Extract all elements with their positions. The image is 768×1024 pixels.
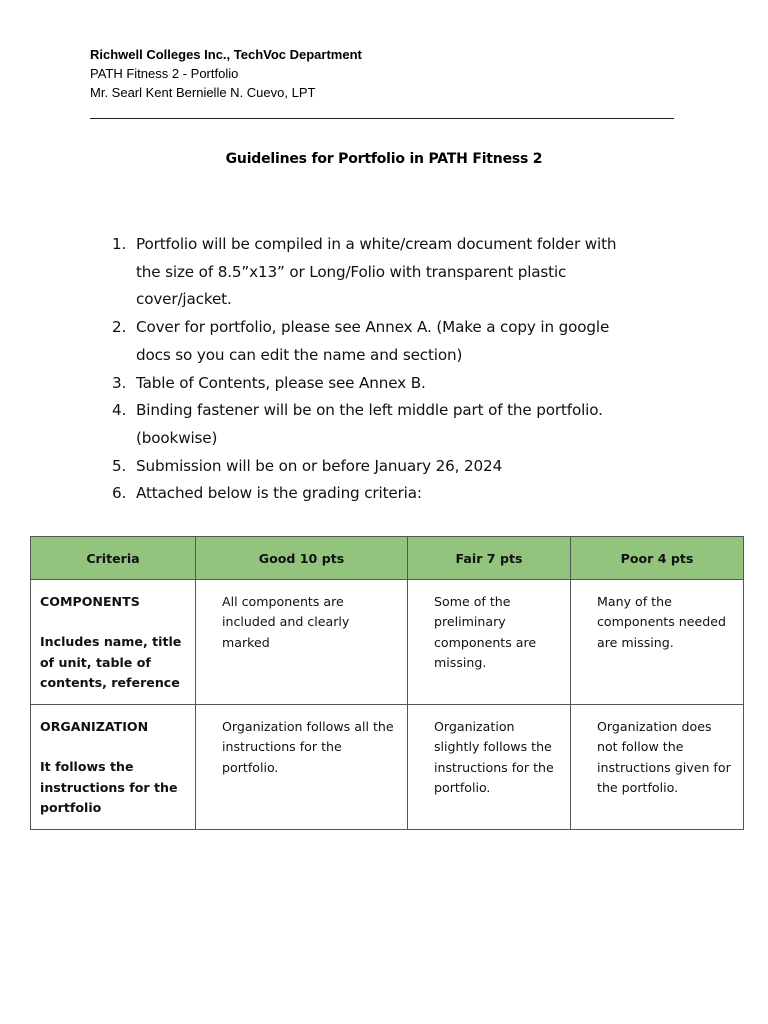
column-header-poor: Poor 4 pts xyxy=(571,537,744,580)
column-header-criteria: Criteria xyxy=(31,537,196,580)
guideline-line: (bookwise) xyxy=(136,428,218,447)
guideline-number: 5. xyxy=(112,456,127,475)
course-name: PATH Fitness 2 - Portfolio xyxy=(90,66,239,81)
guideline-item xyxy=(112,397,672,452)
criteria-cell xyxy=(31,580,196,705)
fair-cell: Some of the preliminary components are missing. xyxy=(408,580,571,705)
guideline-line: Cover for portfolio, please see Annex A. (Make a copy in google xyxy=(136,318,610,337)
criteria-description: Includes name, title of unit, table of contents, reference xyxy=(40,634,182,691)
criteria-title: COMPONENTS xyxy=(40,594,140,609)
fair-cell: Organization slightly follows the instructions for the portfolio. xyxy=(408,705,571,830)
guideline-line: Binding fastener will be on the left middle part of the portfolio. xyxy=(136,401,603,420)
page-title: Guidelines for Portfolio in PATH Fitness 2 xyxy=(225,151,543,167)
guideline-line: the size of 8.5”x13” or Long/Folio with transparent plastic xyxy=(136,262,567,281)
good-cell: Organization follows all the instructions for the portfolio. xyxy=(196,705,408,830)
guidelines-list xyxy=(112,231,672,508)
column-header-good: Good 10 pts xyxy=(196,537,408,580)
institution-name: Richwell Colleges Inc., TechVoc Department xyxy=(90,47,362,62)
guideline-line: Table of Contents, please see Annex B. xyxy=(136,373,426,392)
guideline-number: 3. xyxy=(112,373,127,392)
table-row xyxy=(31,705,744,830)
criteria-cell xyxy=(31,705,196,830)
poor-cell: Organization does not follow the instructions given for the portfolio. xyxy=(571,705,744,830)
guideline-item xyxy=(112,370,672,398)
table-row xyxy=(31,580,744,705)
guideline-number: 2. xyxy=(112,318,127,337)
grading-criteria-table xyxy=(30,536,744,830)
guideline-item xyxy=(112,231,672,314)
header-divider xyxy=(90,118,674,119)
guideline-item xyxy=(112,480,672,508)
guideline-number: 6. xyxy=(112,484,127,503)
guideline-line: cover/jacket. xyxy=(136,290,232,309)
guideline-item xyxy=(112,453,672,481)
guideline-number: 1. xyxy=(112,235,127,253)
guideline-line: Attached below is the grading criteria: xyxy=(136,484,422,503)
guideline-item xyxy=(112,314,672,369)
poor-cell: Many of the components needed are missing. xyxy=(571,580,744,705)
column-header-fair: Fair 7 pts xyxy=(408,537,571,580)
guideline-number: 4. xyxy=(112,401,127,420)
criteria-title: ORGANIZATION xyxy=(40,719,149,734)
instructor-name: Mr. Searl Kent Bernielle N. Cuevo, LPT xyxy=(90,85,316,100)
good-cell: All components are included and clearly marked xyxy=(196,580,408,705)
guideline-line: Submission will be on or before January 26, 2024 xyxy=(136,456,503,475)
table-header-row xyxy=(31,537,744,580)
guideline-line: docs so you can edit the name and section) xyxy=(136,345,463,364)
criteria-description: It follows the instructions for the portfolio xyxy=(40,759,178,816)
document-header xyxy=(90,45,680,102)
guideline-line: Portfolio will be compiled in a white/cream document folder with xyxy=(136,235,617,253)
